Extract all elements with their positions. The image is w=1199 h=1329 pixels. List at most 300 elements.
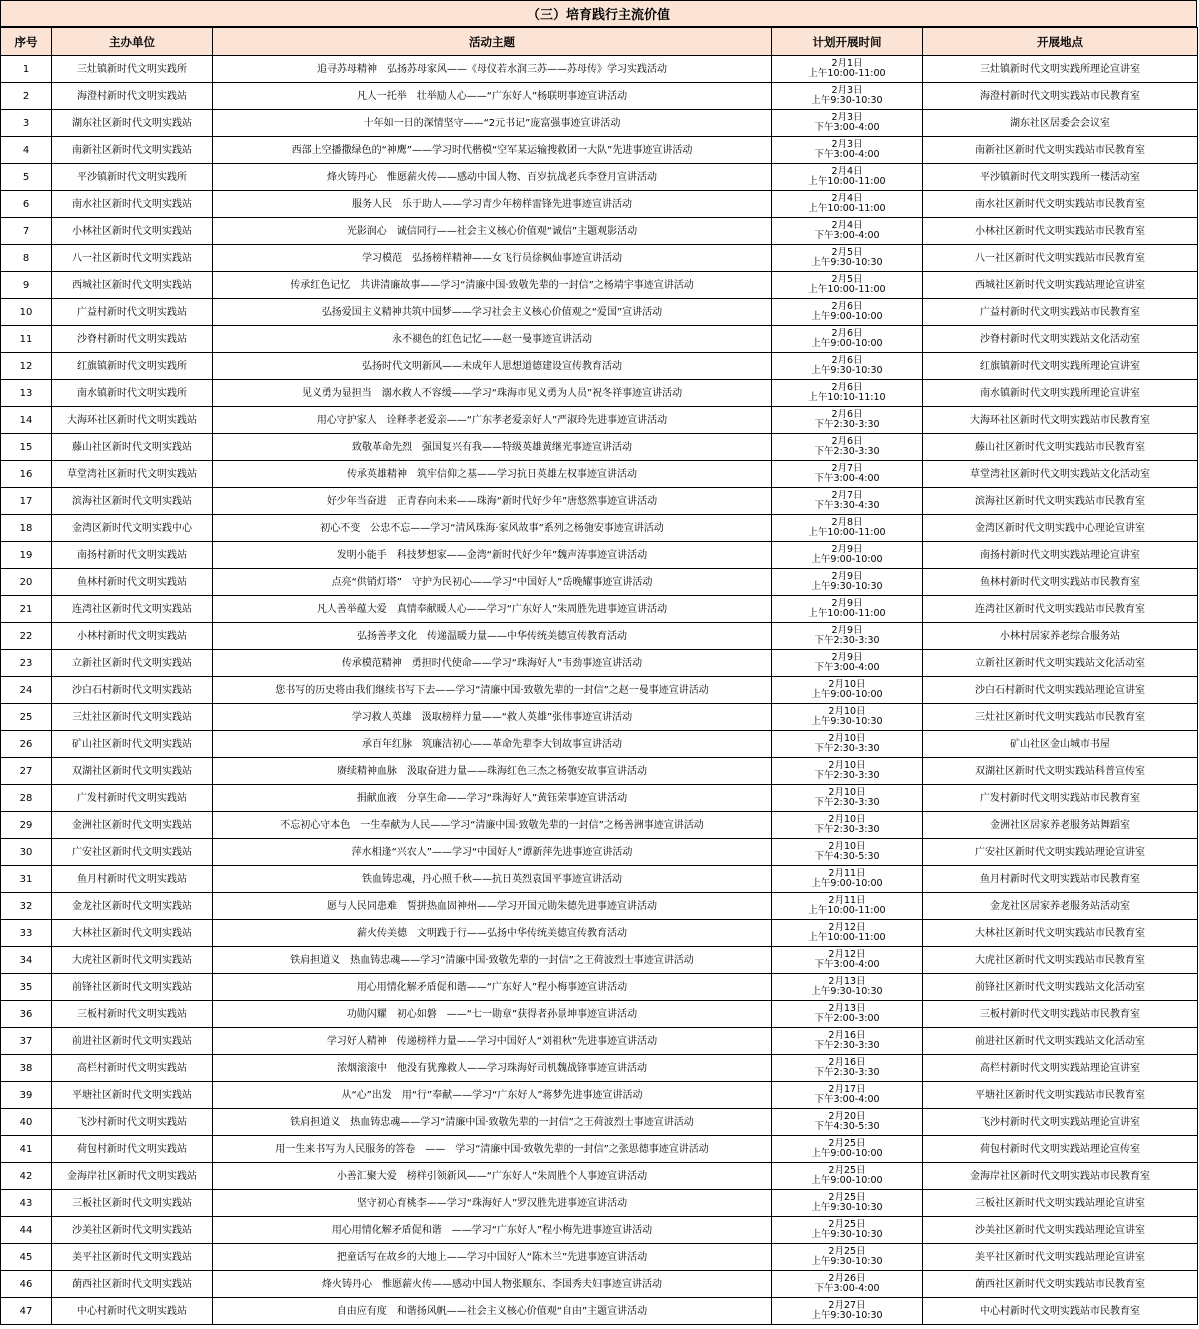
cell-place: 中心村新时代文明实践站市民教育室 — [923, 1298, 1198, 1325]
cell-no: 8 — [1, 245, 52, 272]
cell-place: 大林社区新时代文明实践站市民教育室 — [923, 920, 1198, 947]
table-row — [1, 218, 1198, 245]
cell-date: 2月17日 — [828, 1083, 866, 1095]
cell-hours: 上午9:30-10:30 — [811, 716, 883, 727]
cell-time — [772, 515, 923, 542]
table-row — [1, 461, 1198, 488]
cell-hours: 上午9:00-10:00 — [811, 1175, 883, 1186]
table-row — [1, 1001, 1198, 1028]
cell-hours: 上午9:30-10:30 — [811, 1202, 883, 1213]
cell-theme: 薪火传美德 文明践于行——弘扬中华传统美德宣传教育活动 — [213, 920, 772, 947]
cell-date: 2月1日 — [831, 57, 863, 69]
cell-hours: 下午3:00-4:00 — [814, 959, 880, 970]
cell-time — [772, 245, 923, 272]
cell-date: 2月10日 — [828, 705, 866, 717]
cell-organizer: 小林社区新时代文明实践站 — [52, 218, 213, 245]
cell-theme: 初心不变 公忠不忘——学习“清风珠海·家风故事”系列之杨匏安事迹宣讲活动 — [213, 515, 772, 542]
cell-hours: 下午3:00-4:00 — [814, 662, 880, 673]
cell-date: 2月6日 — [831, 435, 863, 447]
cell-no: 9 — [1, 272, 52, 299]
cell-no: 33 — [1, 920, 52, 947]
cell-time — [772, 1082, 923, 1109]
cell-theme: 不忘初心守本色 一生奉献为人民——学习“清廉中国·致敬先辈的一封信”之杨善洲事迹宣讲活动 — [213, 812, 772, 839]
cell-place: 飞沙村新时代文明实践站理论宣讲室 — [923, 1109, 1198, 1136]
cell-place: 立新社区新时代文明实践站文化活动室 — [923, 650, 1198, 677]
cell-no: 22 — [1, 623, 52, 650]
cell-no: 31 — [1, 866, 52, 893]
cell-place: 鱼林村新时代文明实践站市民教育室 — [923, 569, 1198, 596]
cell-organizer: 广益村新时代文明实践站 — [52, 299, 213, 326]
cell-organizer: 金龙社区新时代文明实践站 — [52, 893, 213, 920]
header-row — [1, 28, 1198, 56]
cell-theme: 学习模范 弘扬榜样精神——女飞行员徐枫仙事迹宣讲活动 — [213, 245, 772, 272]
cell-date: 2月16日 — [828, 1056, 866, 1068]
cell-hours: 下午3:00-4:00 — [814, 1094, 880, 1105]
cell-time — [772, 677, 923, 704]
cell-organizer: 前锋社区新时代文明实践站 — [52, 974, 213, 1001]
cell-hours: 下午4:30-5:30 — [814, 851, 880, 862]
cell-place: 红旗镇新时代文明实践所理论宣讲室 — [923, 353, 1198, 380]
cell-place: 双湖社区新时代文明实践站科普宣传室 — [923, 758, 1198, 785]
cell-no: 3 — [1, 110, 52, 137]
cell-no: 24 — [1, 677, 52, 704]
activity-table — [0, 27, 1198, 1325]
cell-place: 藤山社区新时代文明实践站市民教育室 — [923, 434, 1198, 461]
cell-theme: 功勋闪耀 初心如磐 ——“七一勋章”获得者孙景坤事迹宣讲活动 — [213, 1001, 772, 1028]
cell-date: 2月3日 — [831, 111, 863, 123]
table-row — [1, 110, 1198, 137]
cell-no: 27 — [1, 758, 52, 785]
cell-no: 47 — [1, 1298, 52, 1325]
cell-time — [772, 650, 923, 677]
table-row — [1, 893, 1198, 920]
cell-theme: 凡人善举蕴大爱 真情奉献暖人心——学习“广东好人”朱周胜先进事迹宣讲活动 — [213, 596, 772, 623]
table-row — [1, 623, 1198, 650]
cell-hours: 上午10:00-11:00 — [808, 527, 886, 538]
cell-no: 1 — [1, 56, 52, 83]
cell-hours: 上午9:30-10:30 — [811, 581, 883, 592]
cell-place: 前锋社区新时代文明实践站文化活动室 — [923, 974, 1198, 1001]
cell-date: 2月10日 — [828, 732, 866, 744]
table-row — [1, 299, 1198, 326]
cell-organizer: 草堂湾社区新时代文明实践站 — [52, 461, 213, 488]
cell-place: 三板村新时代文明实践站市民教育室 — [923, 1001, 1198, 1028]
cell-time — [772, 1109, 923, 1136]
cell-time — [772, 1001, 923, 1028]
cell-theme: 西部上空播撒绿色的“神鹰”——学习时代楷模“空军某运输搜救团一大队”先进事迹宣讲活动 — [213, 137, 772, 164]
cell-theme: 用心用情化解矛盾促和谐——“广东好人”程小梅事迹宣讲活动 — [213, 974, 772, 1001]
cell-hours: 上午9:00-10:00 — [811, 1148, 883, 1159]
cell-no: 16 — [1, 461, 52, 488]
table-row — [1, 569, 1198, 596]
cell-theme: 用心守护家人 诠释孝老爱亲——“广东孝老爱亲好人”严淑玲先进事迹宣讲活动 — [213, 407, 772, 434]
table-row — [1, 56, 1198, 83]
cell-theme: 萍水相逢“兴农人”——学习“中国好人”谭新萍先进事迹宣讲活动 — [213, 839, 772, 866]
cell-place: 美平社区新时代文明实践站理论宣讲室 — [923, 1244, 1198, 1271]
cell-time — [772, 83, 923, 110]
cell-place: 广发村新时代文明实践站市民教育室 — [923, 785, 1198, 812]
table-row — [1, 1055, 1198, 1082]
cell-place: 金海岸社区新时代文明实践站市民教育室 — [923, 1163, 1198, 1190]
cell-date: 2月25日 — [828, 1218, 866, 1230]
cell-date: 2月25日 — [828, 1191, 866, 1203]
cell-no: 11 — [1, 326, 52, 353]
cell-theme: 致敬革命先烈 强国复兴有我——特级英雄黄继光事迹宣讲活动 — [213, 434, 772, 461]
cell-hours: 上午9:30-10:30 — [811, 257, 883, 268]
cell-no: 21 — [1, 596, 52, 623]
cell-hours: 上午10:00-11:00 — [808, 176, 886, 187]
cell-organizer: 南新社区新时代文明实践站 — [52, 137, 213, 164]
cell-hours: 上午10:00-11:00 — [808, 284, 886, 295]
cell-no: 46 — [1, 1271, 52, 1298]
cell-hours: 上午9:00-10:00 — [811, 878, 883, 889]
cell-no: 34 — [1, 947, 52, 974]
cell-hours: 上午9:30-10:30 — [811, 1310, 883, 1321]
cell-place: 湖东社区居委会会议室 — [923, 110, 1198, 137]
cell-theme: 承百年红脉 筑廉洁初心——革命先辈李大钊故事宣讲活动 — [213, 731, 772, 758]
cell-place: 高栏村新时代文明实践站理论宣讲室 — [923, 1055, 1198, 1082]
cell-organizer: 大林社区新时代文明实践站 — [52, 920, 213, 947]
cell-date: 2月7日 — [831, 462, 863, 474]
cell-place: 南水镇新时代文明实践所理论宣讲室 — [923, 380, 1198, 407]
cell-theme: 自由应有度 和谐扬风帆——社会主义核心价值观“自由”主题宣讲活动 — [213, 1298, 772, 1325]
cell-organizer: 鱼月村新时代文明实践站 — [52, 866, 213, 893]
cell-date: 2月4日 — [831, 192, 863, 204]
cell-time — [772, 1217, 923, 1244]
cell-no: 42 — [1, 1163, 52, 1190]
cell-no: 12 — [1, 353, 52, 380]
cell-date: 2月10日 — [828, 786, 866, 798]
cell-organizer: 前进社区新时代文明实践站 — [52, 1028, 213, 1055]
cell-no: 41 — [1, 1136, 52, 1163]
cell-place: 小林村居家养老综合服务站 — [923, 623, 1198, 650]
cell-time — [772, 1244, 923, 1271]
cell-time — [772, 407, 923, 434]
cell-theme: 弘扬时代文明新风——未成年人思想道德建设宣传教育活动 — [213, 353, 772, 380]
cell-organizer: 三灶社区新时代文明实践站 — [52, 704, 213, 731]
cell-organizer: 双湖社区新时代文明实践站 — [52, 758, 213, 785]
cell-hours: 下午2:00-3:00 — [814, 1013, 880, 1024]
cell-theme: 把童话写在故乡的大地上——学习中国好人“陈木兰”先进事迹宣讲活动 — [213, 1244, 772, 1271]
table-row — [1, 812, 1198, 839]
cell-date: 2月10日 — [828, 678, 866, 690]
cell-hours: 上午9:30-10:30 — [811, 986, 883, 997]
cell-date: 2月25日 — [828, 1164, 866, 1176]
cell-theme: 光影润心 诚信同行——社会主义核心价值观“诚信”主题观影活动 — [213, 218, 772, 245]
cell-place: 小林社区新时代文明实践站市民教育室 — [923, 218, 1198, 245]
cell-theme: 见义勇为显担当 溺水救人不容缓——学习“珠海市见义勇为人员”祝冬祥事迹宣讲活动 — [213, 380, 772, 407]
table-row — [1, 839, 1198, 866]
cell-time — [772, 461, 923, 488]
cell-theme: 追寻苏母精神 弘扬苏母家风——《母仪若水润三苏——苏母传》学习实践活动 — [213, 56, 772, 83]
cell-theme: 烽火铸丹心 惟愿薪火传——感动中国人物、百岁抗战老兵李登月宣讲活动 — [213, 164, 772, 191]
cell-place: 南扬村新时代文明实践站理论宣讲室 — [923, 542, 1198, 569]
cell-date: 2月27日 — [828, 1299, 866, 1311]
cell-time — [772, 218, 923, 245]
cell-hours: 下午2:30-3:30 — [814, 419, 880, 430]
cell-theme: 用一生来书写为人民服务的答卷 —— 学习“清廉中国·致敬先辈的一封信”之张思德事迹宣讲活动 — [213, 1136, 772, 1163]
cell-time — [772, 569, 923, 596]
cell-date: 2月6日 — [831, 354, 863, 366]
cell-place: 平沙镇新时代文明实践所一楼活动室 — [923, 164, 1198, 191]
cell-no: 30 — [1, 839, 52, 866]
cell-date: 2月4日 — [831, 165, 863, 177]
cell-hours: 下午2:30-3:30 — [814, 1040, 880, 1051]
cell-organizer: 红旗镇新时代文明实践所 — [52, 353, 213, 380]
cell-date: 2月25日 — [828, 1137, 866, 1149]
cell-time — [772, 893, 923, 920]
table-row — [1, 947, 1198, 974]
cell-theme: 赓续精神血脉 汲取奋进力量——珠海红色三杰之杨匏安故事宣讲活动 — [213, 758, 772, 785]
cell-no: 32 — [1, 893, 52, 920]
cell-theme: 点亮“供销灯塔” 守护为民初心——学习“中国好人”岳晚耀事迹宣讲活动 — [213, 569, 772, 596]
cell-hours: 上午9:30-10:30 — [811, 1256, 883, 1267]
cell-place: 鱼月村新时代文明实践站市民教育室 — [923, 866, 1198, 893]
cell-no: 2 — [1, 83, 52, 110]
table-row — [1, 191, 1198, 218]
cell-place: 草堂湾社区新时代文明实践站文化活动室 — [923, 461, 1198, 488]
cell-hours: 上午10:00-11:00 — [808, 905, 886, 916]
cell-date: 2月9日 — [831, 624, 863, 636]
cell-date: 2月10日 — [828, 759, 866, 771]
cell-place: 矿山社区金山城市书屋 — [923, 731, 1198, 758]
cell-no: 19 — [1, 542, 52, 569]
cell-theme: 发明小能手 科技梦想家——金湾“新时代好少年”魏声涛事迹宣讲活动 — [213, 542, 772, 569]
cell-organizer: 藤山社区新时代文明实践站 — [52, 434, 213, 461]
cell-time — [772, 191, 923, 218]
cell-place: 蓢西社区新时代文明实践站市民教育室 — [923, 1271, 1198, 1298]
cell-date: 2月9日 — [831, 570, 863, 582]
cell-hours: 下午3:30-4:30 — [814, 500, 880, 511]
cell-organizer: 湖东社区新时代文明实践站 — [52, 110, 213, 137]
cell-time — [772, 542, 923, 569]
cell-theme: 弘扬爱国主义精神共筑中国梦——学习社会主义核心价值观之“爱国”宣讲活动 — [213, 299, 772, 326]
cell-organizer: 美平社区新时代文明实践站 — [52, 1244, 213, 1271]
cell-no: 45 — [1, 1244, 52, 1271]
cell-organizer: 中心村新时代文明实践站 — [52, 1298, 213, 1325]
cell-theme: 您书写的历史将由我们继续书写下去——学习“清廉中国·致敬先辈的一封信”之赵一曼事迹宣讲活动 — [213, 677, 772, 704]
cell-hours: 下午2:30-3:30 — [814, 797, 880, 808]
table-row — [1, 1109, 1198, 1136]
cell-theme: 弘扬善孝文化 传递温暖力量——中华传统美德宣传教育活动 — [213, 623, 772, 650]
cell-organizer: 矿山社区新时代文明实践站 — [52, 731, 213, 758]
cell-hours: 下午2:30-3:30 — [814, 446, 880, 457]
cell-organizer: 金洲社区新时代文明实践站 — [52, 812, 213, 839]
cell-time — [772, 758, 923, 785]
cell-time — [772, 947, 923, 974]
cell-place: 沙美社区新时代文明实践站理论宣讲室 — [923, 1217, 1198, 1244]
cell-organizer: 三板村新时代文明实践站 — [52, 1001, 213, 1028]
cell-theme: 凡人一托举 壮举励人心——“广东好人”杨联明事迹宣讲活动 — [213, 83, 772, 110]
cell-organizer: 南水镇新时代文明实践所 — [52, 380, 213, 407]
cell-hours: 下午3:00-4:00 — [814, 1283, 880, 1294]
cell-hours: 上午10:00-11:00 — [808, 203, 886, 214]
cell-theme: 服务人民 乐于助人——学习青少年榜样雷锋先进事迹宣讲活动 — [213, 191, 772, 218]
cell-date: 2月12日 — [828, 948, 866, 960]
cell-time — [772, 380, 923, 407]
cell-place: 三板社区新时代文明实践站理论宣讲室 — [923, 1190, 1198, 1217]
cell-organizer: 三灶镇新时代文明实践所 — [52, 56, 213, 83]
cell-time — [772, 1298, 923, 1325]
cell-organizer: 金海岸社区新时代文明实践站 — [52, 1163, 213, 1190]
cell-time — [772, 866, 923, 893]
cell-place: 三灶社区新时代文明实践站市民教育室 — [923, 704, 1198, 731]
cell-place: 连湾社区新时代文明实践站市民教育室 — [923, 596, 1198, 623]
header-time: 计划开展时间 — [772, 28, 923, 56]
cell-place: 平塘社区新时代文明实践站市民教育室 — [923, 1082, 1198, 1109]
table-row — [1, 596, 1198, 623]
table-row — [1, 1190, 1198, 1217]
cell-no: 15 — [1, 434, 52, 461]
table-row — [1, 731, 1198, 758]
cell-no: 23 — [1, 650, 52, 677]
cell-hours: 上午9:00-10:00 — [811, 338, 883, 349]
cell-hours: 上午10:10-11:10 — [808, 392, 886, 403]
cell-theme: 烽火铸丹心 惟愿薪火传——感动中国人物张顺东、李国秀夫妇事迹宣讲活动 — [213, 1271, 772, 1298]
cell-date: 2月10日 — [828, 840, 866, 852]
cell-date: 2月11日 — [828, 867, 866, 879]
cell-theme: 十年如一日的深情坚守——“2元书记”庞富强事迹宣讲活动 — [213, 110, 772, 137]
cell-place: 沙脊村新时代文明实践站文化活动室 — [923, 326, 1198, 353]
table-row — [1, 164, 1198, 191]
cell-date: 2月9日 — [831, 651, 863, 663]
cell-no: 26 — [1, 731, 52, 758]
cell-time — [772, 920, 923, 947]
cell-organizer: 八一社区新时代文明实践站 — [52, 245, 213, 272]
cell-no: 28 — [1, 785, 52, 812]
table-row — [1, 326, 1198, 353]
cell-organizer: 三板社区新时代文明实践站 — [52, 1190, 213, 1217]
cell-organizer: 小林村新时代文明实践站 — [52, 623, 213, 650]
cell-organizer: 广发村新时代文明实践站 — [52, 785, 213, 812]
cell-no: 5 — [1, 164, 52, 191]
cell-theme: 从“心”出发 用“行”奉献——学习“广东好人”蒋梦先进事迹宣讲活动 — [213, 1082, 772, 1109]
cell-organizer: 荷包村新时代文明实践站 — [52, 1136, 213, 1163]
cell-time — [772, 731, 923, 758]
table-row — [1, 758, 1198, 785]
cell-time — [772, 974, 923, 1001]
table-row — [1, 704, 1198, 731]
cell-date: 2月13日 — [828, 975, 866, 987]
table-row — [1, 83, 1198, 110]
cell-date: 2月13日 — [828, 1002, 866, 1014]
cell-time — [772, 164, 923, 191]
header-organizer: 主办单位 — [52, 28, 213, 56]
table-row — [1, 542, 1198, 569]
cell-time — [772, 434, 923, 461]
cell-hours: 下午3:00-4:00 — [814, 122, 880, 133]
cell-no: 7 — [1, 218, 52, 245]
cell-place: 金洲社区居家养老服务站舞蹈室 — [923, 812, 1198, 839]
cell-place: 金龙社区居家养老服务站活动室 — [923, 893, 1198, 920]
cell-theme: 用心用情化解矛盾促和谐 ——学习“广东好人”程小梅先进事迹宣讲活动 — [213, 1217, 772, 1244]
cell-organizer: 大虎社区新时代文明实践站 — [52, 947, 213, 974]
cell-organizer: 连湾社区新时代文明实践站 — [52, 596, 213, 623]
cell-theme: 学习救人英雄 汲取榜样力量——“救人英雄”张伟事迹宣讲活动 — [213, 704, 772, 731]
table-row — [1, 1271, 1198, 1298]
cell-theme: 传承英雄精神 筑牢信仰之基——学习抗日英雄左权事迹宣讲活动 — [213, 461, 772, 488]
cell-no: 10 — [1, 299, 52, 326]
cell-hours: 上午9:00-10:00 — [811, 554, 883, 565]
cell-hours: 下午3:00-4:00 — [814, 473, 880, 484]
cell-organizer: 平沙镇新时代文明实践所 — [52, 164, 213, 191]
cell-hours: 下午2:30-3:30 — [814, 635, 880, 646]
cell-place: 西城社区新时代文明实践站理论宣讲室 — [923, 272, 1198, 299]
cell-organizer: 大海环社区新时代文明实践站 — [52, 407, 213, 434]
cell-organizer: 蓢西社区新时代文明实践站 — [52, 1271, 213, 1298]
cell-no: 40 — [1, 1109, 52, 1136]
cell-place: 沙白石村新时代文明实践站理论宣讲室 — [923, 677, 1198, 704]
cell-no: 38 — [1, 1055, 52, 1082]
cell-hours: 上午9:00-10:00 — [811, 311, 883, 322]
table-row — [1, 785, 1198, 812]
table-row — [1, 488, 1198, 515]
cell-date: 2月3日 — [831, 84, 863, 96]
cell-hours: 上午10:00-11:00 — [808, 68, 886, 79]
cell-date: 2月6日 — [831, 408, 863, 420]
cell-organizer: 立新社区新时代文明实践站 — [52, 650, 213, 677]
cell-date: 2月9日 — [831, 543, 863, 555]
cell-time — [772, 488, 923, 515]
table-row — [1, 650, 1198, 677]
cell-place: 广安社区新时代文明实践站理论宣讲室 — [923, 839, 1198, 866]
cell-place: 三灶镇新时代文明实践所理论宣讲室 — [923, 56, 1198, 83]
table-row — [1, 1163, 1198, 1190]
cell-no: 43 — [1, 1190, 52, 1217]
table-row — [1, 974, 1198, 1001]
cell-no: 17 — [1, 488, 52, 515]
header-place: 开展地点 — [923, 28, 1198, 56]
cell-no: 4 — [1, 137, 52, 164]
cell-time — [772, 299, 923, 326]
cell-organizer: 广安社区新时代文明实践站 — [52, 839, 213, 866]
cell-date: 2月16日 — [828, 1029, 866, 1041]
cell-time — [772, 1136, 923, 1163]
cell-place: 前进社区新时代文明实践站文化活动室 — [923, 1028, 1198, 1055]
cell-hours: 下午3:00-4:00 — [814, 149, 880, 160]
table-row — [1, 1298, 1198, 1325]
cell-hours: 上午9:30-10:30 — [811, 1229, 883, 1240]
cell-time — [772, 596, 923, 623]
cell-hours: 下午2:30-3:30 — [814, 1067, 880, 1078]
table-row — [1, 920, 1198, 947]
cell-no: 6 — [1, 191, 52, 218]
cell-theme: 铁肩担道义 热血铸忠魂——学习“清廉中国·致敬先辈的一封信”之王荷波烈士事迹宣讲活动 — [213, 947, 772, 974]
cell-date: 2月4日 — [831, 219, 863, 231]
cell-organizer: 滨海社区新时代文明实践站 — [52, 488, 213, 515]
cell-place: 金湾区新时代文明实践中心理论宣讲室 — [923, 515, 1198, 542]
cell-time — [772, 1028, 923, 1055]
cell-date: 2月20日 — [828, 1110, 866, 1122]
table-row — [1, 866, 1198, 893]
cell-place: 荷包村新时代文明实践站理论宣传室 — [923, 1136, 1198, 1163]
cell-organizer: 沙白石村新时代文明实践站 — [52, 677, 213, 704]
cell-date: 2月6日 — [831, 381, 863, 393]
table-row — [1, 1082, 1198, 1109]
cell-theme: 永不褪色的红色记忆——赵一曼事迹宣讲活动 — [213, 326, 772, 353]
cell-place: 海澄村新时代文明实践站市民教育室 — [923, 83, 1198, 110]
cell-theme: 捐献血液 分享生命——学习“珠海好人”黄钰荣事迹宣讲活动 — [213, 785, 772, 812]
cell-organizer: 金湾区新时代文明实践中心 — [52, 515, 213, 542]
cell-no: 25 — [1, 704, 52, 731]
cell-theme: 学习好人精神 传递榜样力量——学习中国好人“刘祖秋”先进事迹宣讲活动 — [213, 1028, 772, 1055]
table-row — [1, 137, 1198, 164]
table-row — [1, 245, 1198, 272]
cell-time — [772, 812, 923, 839]
cell-time — [772, 1271, 923, 1298]
cell-no: 37 — [1, 1028, 52, 1055]
cell-date: 2月12日 — [828, 921, 866, 933]
